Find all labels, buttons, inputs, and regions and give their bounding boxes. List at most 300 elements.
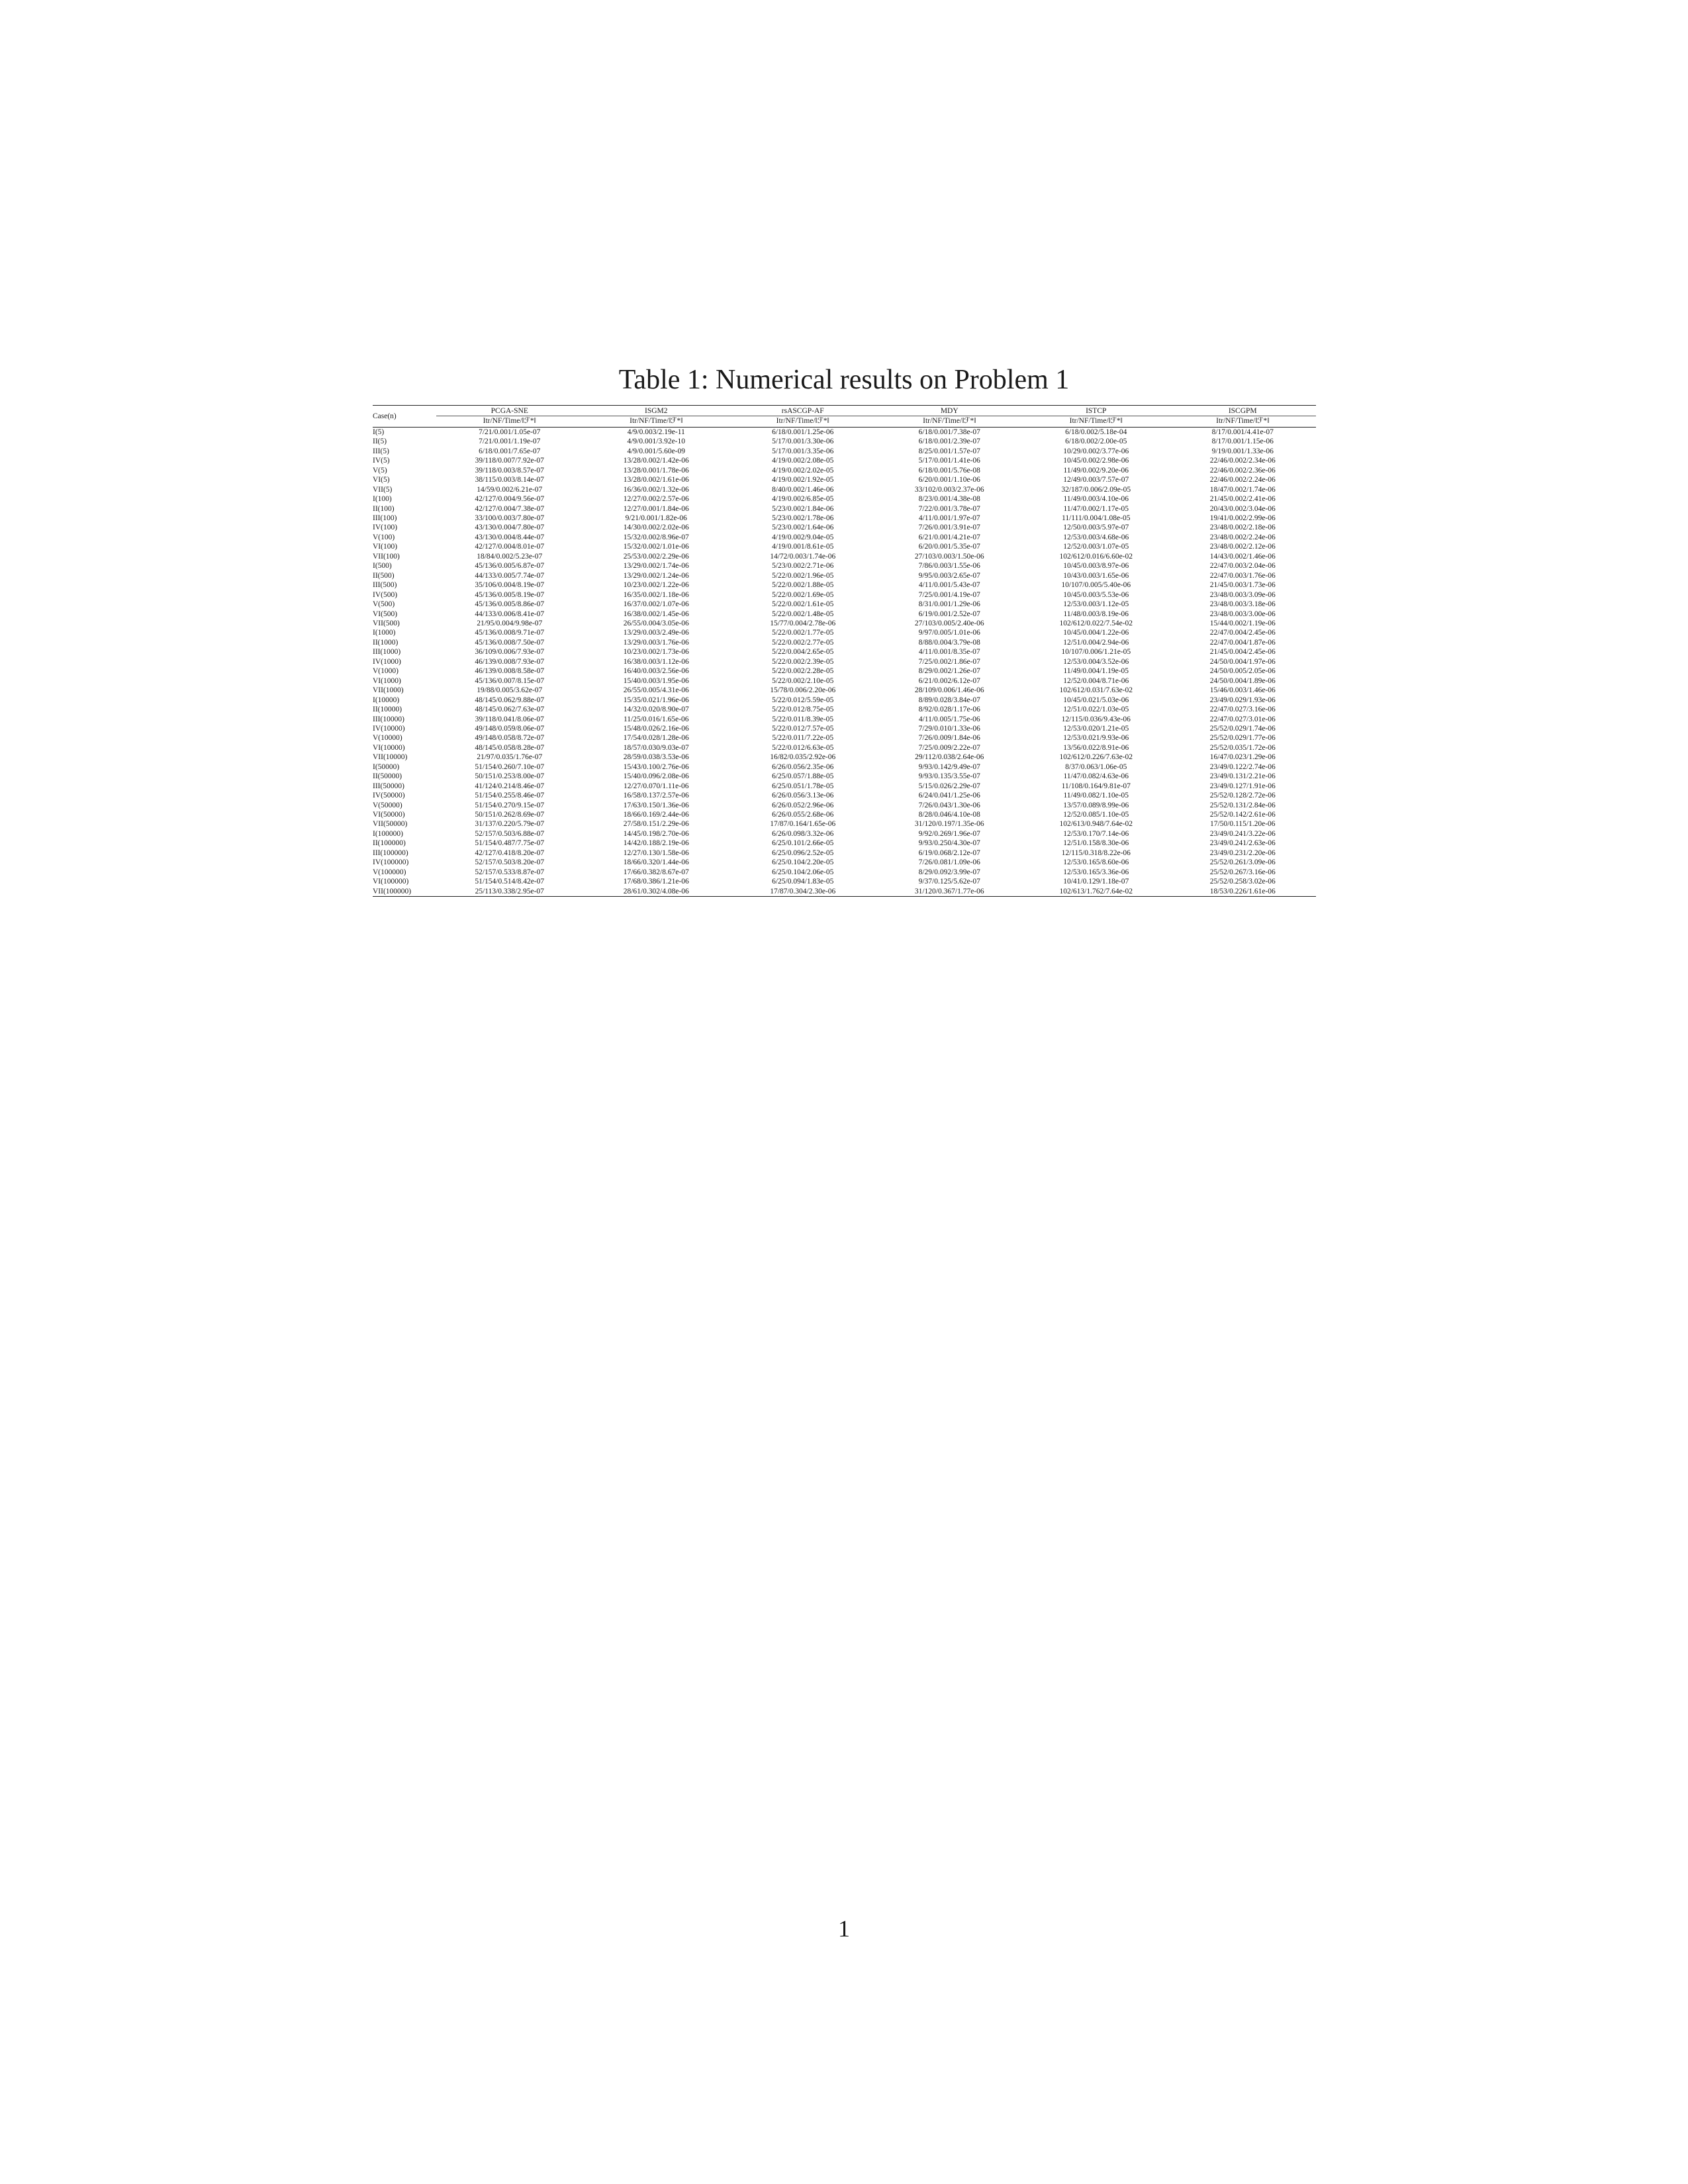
- result-cell: 9/21/0.001/1.82e-06: [625, 514, 687, 522]
- result-cell: 43/130/0.004/7.80e-07: [475, 523, 545, 532]
- result-cell: 10/107/0.006/1.21e-05: [1061, 648, 1131, 657]
- result-cell: 9/97/0.005/1.01e-06: [918, 629, 980, 637]
- result-cell: 4/11/0.005/1.75e-06: [918, 715, 980, 723]
- result-cell: 9/95/0.003/2.65e-07: [918, 571, 980, 580]
- result-cell: 12/53/0.020/1.21e-05: [1063, 724, 1129, 733]
- result-cell: 12/51/0.158/8.30e-06: [1063, 839, 1129, 848]
- result-cell: 17/63/0.150/1.36e-06: [623, 801, 689, 809]
- case-cell: I(5): [373, 428, 385, 436]
- result-cell: 5/23/0.002/1.78e-06: [772, 514, 834, 522]
- table-row: [373, 839, 1316, 848]
- result-cell: 23/48/0.003/3.00e-06: [1209, 610, 1276, 618]
- result-cell: 9/93/0.142/9.49e-07: [918, 762, 980, 771]
- case-cell: VII(500): [373, 619, 400, 627]
- case-cell: V(50000): [373, 801, 402, 809]
- result-cell: 25/52/0.029/1.77e-06: [1209, 734, 1276, 743]
- case-cell: III(500): [373, 581, 397, 590]
- result-cell: 50/151/0.262/8.69e-07: [475, 811, 545, 819]
- result-cell: 23/48/0.002/2.24e-06: [1209, 533, 1276, 541]
- result-cell: 102/613/0.948/7.64e-02: [1059, 820, 1133, 829]
- result-cell: 26/55/0.004/3.05e-06: [623, 619, 689, 627]
- result-cell: 11/25/0.016/1.65e-06: [623, 715, 689, 723]
- result-cell: 6/21/0.001/4.21e-07: [918, 533, 980, 541]
- table-row: [373, 628, 1316, 637]
- result-cell: 14/30/0.002/2.02e-06: [623, 523, 689, 532]
- result-cell: 51/154/0.514/8.42e-07: [475, 878, 545, 886]
- result-cell: 10/29/0.002/3.77e-06: [1063, 447, 1129, 455]
- method-header: MDY: [876, 406, 1023, 416]
- table-caption: Table 1: Numerical results on Problem 1: [618, 365, 1070, 395]
- result-cell: 6/25/0.101/2.66e-05: [772, 839, 834, 848]
- case-cell: III(10000): [373, 715, 404, 723]
- result-cell: 102/613/1.762/7.64e-02: [1023, 887, 1170, 897]
- result-cell: 25/52/0.261/3.09e-06: [1209, 858, 1276, 867]
- result-cell: 12/53/0.165/8.60e-06: [1063, 858, 1129, 867]
- table-row: [373, 819, 1316, 829]
- result-cell: 5/22/0.002/1.69e-05: [772, 590, 834, 599]
- result-cell: 8/17/0.001/1.15e-06: [1211, 437, 1274, 446]
- result-cell: 48/145/0.062/9.88e-07: [475, 696, 545, 704]
- result-cell: 5/22/0.012/6.63e-05: [772, 743, 834, 752]
- result-cell: 25/52/0.267/3.16e-06: [1209, 868, 1276, 876]
- result-cell: 8/89/0.028/3.84e-07: [918, 696, 980, 704]
- result-cell: 39/118/0.041/8.06e-07: [475, 715, 544, 723]
- case-cell: V(500): [373, 600, 395, 609]
- result-cell: 12/27/0.001/1.84e-06: [623, 504, 689, 513]
- result-cell: 15/40/0.003/1.95e-06: [623, 676, 689, 685]
- result-cell: 7/26/0.009/1.84e-06: [918, 734, 980, 743]
- table-row: [373, 619, 1316, 628]
- result-cell: 4/11/0.001/1.97e-07: [918, 514, 980, 522]
- table-row: [373, 580, 1316, 590]
- result-cell: 13/28/0.002/1.61e-06: [623, 476, 689, 484]
- result-cell: 12/27/0.070/1.11e-06: [623, 782, 689, 790]
- result-cell: 8/40/0.002/1.46e-06: [772, 485, 834, 494]
- result-cell: 11/47/0.082/4.63e-06: [1063, 772, 1129, 781]
- case-cell: II(5): [373, 437, 387, 446]
- result-cell: 14/43/0.002/1.46e-06: [1209, 552, 1276, 561]
- result-cell: 23/48/0.003/3.09e-06: [1209, 590, 1276, 599]
- table-row: [373, 752, 1316, 762]
- result-cell: 32/187/0.006/2.09e-05: [1061, 485, 1131, 494]
- case-cell: III(5): [373, 447, 389, 455]
- result-cell: 36/109/0.006/7.93e-07: [475, 648, 545, 657]
- result-cell: 6/18/0.001/7.38e-07: [918, 428, 980, 436]
- table-row: [373, 868, 1316, 877]
- case-cell: IV(5): [373, 457, 390, 465]
- result-cell: 8/37/0.063/1.06e-05: [1065, 762, 1127, 771]
- method-header: rsASCGP-AF: [729, 406, 876, 416]
- case-cell: I(1000): [373, 629, 396, 637]
- result-cell: 5/22/0.012/7.57e-05: [772, 724, 834, 733]
- method-header-row: [373, 406, 1316, 416]
- table-row: [373, 733, 1316, 743]
- result-cell: 14/32/0.020/8.90e-07: [623, 705, 689, 714]
- result-cell: 6/25/0.051/1.78e-05: [772, 782, 834, 790]
- result-cell: 25/52/0.128/2.72e-06: [1209, 792, 1276, 800]
- result-cell: 10/23/0.002/1.73e-06: [623, 648, 689, 657]
- result-cell: 20/43/0.002/3.04e-06: [1209, 504, 1276, 513]
- result-cell: 9/19/0.001/1.33e-06: [1211, 447, 1274, 455]
- result-cell: 15/46/0.003/1.46e-06: [1209, 686, 1276, 695]
- result-cell: 23/48/0.002/2.12e-06: [1209, 543, 1276, 551]
- result-cell: 9/93/0.250/4.30e-07: [918, 839, 980, 848]
- metric-subheader: Itr/NF/Time/‖ℱ*‖: [1170, 416, 1317, 427]
- result-cell: 51/154/0.260/7.10e-07: [475, 762, 545, 771]
- table-row: [373, 437, 1316, 446]
- result-cell: 5/22/0.002/1.88e-05: [772, 581, 834, 590]
- result-cell: 6/26/0.098/3.32e-06: [772, 829, 834, 838]
- result-cell: 8/92/0.028/1.17e-06: [918, 705, 980, 714]
- result-cell: 6/26/0.052/2.96e-06: [772, 801, 834, 809]
- table-row: [373, 610, 1316, 619]
- case-cell: V(1000): [373, 667, 399, 676]
- result-cell: 15/78/0.006/2.20e-06: [770, 686, 836, 695]
- result-cell: 5/22/0.002/1.61e-05: [772, 600, 834, 609]
- result-cell: 24/50/0.004/1.89e-06: [1209, 676, 1276, 685]
- result-cell: 52/157/0.533/8.87e-07: [475, 868, 545, 876]
- result-cell: 6/19/0.001/2.52e-07: [918, 610, 980, 618]
- result-cell: 22/47/0.004/1.87e-06: [1209, 638, 1276, 647]
- table-row: [373, 696, 1316, 705]
- result-cell: 13/56/0.022/8.91e-06: [1063, 743, 1129, 752]
- result-cell: 5/22/0.012/5.59e-05: [772, 696, 834, 704]
- result-cell: 52/157/0.503/6.88e-07: [475, 829, 545, 838]
- result-cell: 13/28/0.002/1.42e-06: [623, 457, 689, 465]
- metric-subheader: Itr/NF/Time/‖ℱ*‖: [1023, 416, 1170, 427]
- result-cell: 12/115/0.036/9.43e-06: [1061, 715, 1131, 723]
- result-cell: 8/23/0.001/4.38e-08: [918, 495, 980, 504]
- table-row: [373, 772, 1316, 781]
- result-cell: 5/22/0.012/8.75e-05: [772, 705, 834, 714]
- result-cell: 28/61/0.302/4.08e-06: [583, 887, 730, 897]
- result-cell: 17/68/0.386/1.21e-06: [623, 878, 689, 886]
- result-cell: 16/47/0.023/1.29e-06: [1209, 753, 1276, 762]
- result-cell: 11/49/0.082/1.10e-05: [1063, 792, 1129, 800]
- table-row: [373, 782, 1316, 791]
- case-cell: V(100): [373, 533, 395, 541]
- case-cell: I(500): [373, 562, 392, 570]
- result-cell: 16/58/0.137/2.57e-06: [623, 792, 689, 800]
- result-cell: 13/29/0.003/2.49e-06: [623, 629, 689, 637]
- result-cell: 26/55/0.005/4.31e-06: [623, 686, 689, 695]
- result-cell: 10/43/0.003/1.65e-06: [1063, 571, 1129, 580]
- result-cell: 5/22/0.002/1.77e-05: [772, 629, 834, 637]
- result-cell: 22/47/0.003/2.04e-06: [1209, 562, 1276, 570]
- case-cell: III(100): [373, 514, 397, 522]
- result-cell: 12/53/0.170/7.14e-06: [1063, 829, 1129, 838]
- result-cell: 11/49/0.004/1.19e-05: [1063, 667, 1129, 676]
- result-cell: 45/136/0.008/7.50e-07: [475, 638, 545, 647]
- table-row: [373, 475, 1316, 484]
- case-cell: IV(50000): [373, 792, 405, 800]
- metric-subheader: Itr/NF/Time/‖ℱ*‖: [876, 416, 1023, 427]
- result-cell: 12/53/0.165/3.36e-06: [1063, 868, 1129, 876]
- result-cell: 9/92/0.269/1.96e-07: [918, 829, 980, 838]
- result-cell: 14/42/0.188/2.19e-06: [623, 839, 689, 848]
- case-header: Case(n): [373, 406, 436, 428]
- case-cell: VI(100): [373, 543, 398, 551]
- result-cell: 49/148/0.058/8.72e-07: [475, 734, 545, 743]
- result-cell: 4/19/0.002/2.08e-05: [772, 457, 834, 465]
- table-row: [373, 724, 1316, 733]
- result-cell: 16/40/0.003/2.56e-06: [623, 667, 689, 676]
- result-cell: 6/18/0.001/7.65e-07: [479, 447, 541, 455]
- case-cell: V(100000): [373, 868, 406, 876]
- case-cell: IV(10000): [373, 724, 405, 733]
- result-cell: 8/29/0.092/3.99e-07: [918, 868, 980, 876]
- result-cell: 6/26/0.056/3.13e-06: [772, 792, 834, 800]
- result-cell: 7/22/0.001/3.78e-07: [918, 504, 980, 513]
- result-cell: 4/9/0.001/5.60e-09: [627, 447, 686, 455]
- result-cell: 45/136/0.005/8.86e-07: [475, 600, 545, 609]
- result-cell: 6/25/0.057/1.88e-05: [772, 772, 834, 781]
- result-cell: 18/53/0.226/1.61e-06: [1170, 887, 1317, 897]
- case-cell: II(100000): [373, 839, 406, 848]
- result-cell: 17/87/0.304/2.30e-06: [729, 887, 876, 897]
- result-cell: 9/37/0.125/5.62e-07: [918, 878, 980, 886]
- table-row: [373, 561, 1316, 570]
- result-cell: 51/154/0.270/9.15e-07: [475, 801, 545, 809]
- result-cell: 51/154/0.487/7.75e-07: [475, 839, 545, 848]
- table-row: [373, 686, 1316, 695]
- result-cell: 6/19/0.068/2.12e-07: [918, 848, 980, 857]
- result-cell: 10/107/0.005/5.40e-06: [1061, 581, 1131, 590]
- case-cell: IV(100000): [373, 858, 409, 867]
- table-row: [373, 858, 1316, 867]
- result-cell: 42/127/0.004/8.01e-07: [475, 543, 545, 551]
- result-cell: 17/50/0.115/1.20e-06: [1209, 820, 1276, 829]
- result-cell: 5/22/0.002/2.39e-05: [772, 657, 834, 666]
- result-cell: 22/47/0.027/3.01e-06: [1209, 715, 1276, 723]
- case-cell: I(100000): [373, 829, 403, 838]
- result-cell: 21/45/0.003/1.73e-06: [1209, 581, 1276, 590]
- result-cell: 5/23/0.002/1.64e-06: [772, 523, 834, 532]
- result-cell: 49/148/0.059/8.06e-07: [475, 724, 545, 733]
- result-cell: 24/50/0.004/1.97e-06: [1209, 657, 1276, 666]
- result-cell: 10/23/0.002/1.22e-06: [623, 581, 689, 590]
- result-cell: 25/52/0.131/2.84e-06: [1209, 801, 1276, 809]
- table-row: [373, 456, 1316, 465]
- result-cell: 5/17/0.001/1.41e-06: [918, 457, 980, 465]
- result-cell: 15/48/0.026/2.16e-06: [623, 724, 689, 733]
- result-cell: 46/139/0.008/7.93e-07: [475, 657, 545, 666]
- case-cell: II(10000): [373, 705, 402, 714]
- case-cell: III(50000): [373, 782, 404, 790]
- result-cell: 4/11/0.001/5.43e-07: [918, 581, 980, 590]
- result-cell: 27/103/0.005/2.40e-06: [914, 619, 984, 627]
- result-cell: 21/45/0.004/2.45e-06: [1209, 648, 1276, 657]
- result-cell: 42/127/0.418/8.20e-07: [475, 848, 545, 857]
- result-cell: 15/35/0.021/1.96e-06: [623, 696, 689, 704]
- result-cell: 12/49/0.003/7.57e-07: [1063, 476, 1129, 484]
- result-cell: 16/37/0.002/1.07e-06: [623, 600, 689, 609]
- result-cell: 6/18/0.002/2.00e-05: [1065, 437, 1127, 446]
- result-cell: 31/137/0.220/5.79e-07: [475, 820, 545, 829]
- result-cell: 25/53/0.002/2.29e-06: [623, 552, 689, 561]
- table-row: [373, 705, 1316, 714]
- result-cell: 12/53/0.003/1.12e-05: [1063, 600, 1129, 609]
- result-cell: 7/26/0.043/1.30e-06: [918, 801, 980, 809]
- result-cell: 46/139/0.008/8.58e-07: [475, 667, 545, 676]
- result-cell: 8/25/0.001/1.57e-07: [918, 447, 980, 455]
- case-cell: I(100): [373, 495, 392, 504]
- result-cell: 39/118/0.007/7.92e-07: [475, 457, 544, 465]
- result-cell: 33/100/0.003/7.80e-07: [475, 514, 545, 522]
- case-cell: II(1000): [373, 638, 399, 647]
- case-cell: IV(500): [373, 590, 398, 599]
- result-cell: 22/46/0.002/2.36e-06: [1209, 466, 1276, 475]
- metric-subheader: Itr/NF/Time/‖ℱ*‖: [583, 416, 730, 427]
- table-row: [373, 715, 1316, 724]
- result-cell: 9/93/0.135/3.55e-07: [918, 772, 980, 781]
- table-row: [373, 791, 1316, 800]
- result-cell: 45/136/0.007/8.15e-07: [475, 676, 545, 685]
- method-header: ISTCP: [1023, 406, 1170, 416]
- result-cell: 5/22/0.002/1.48e-05: [772, 610, 834, 618]
- result-cell: 12/50/0.003/5.97e-07: [1063, 523, 1129, 532]
- result-cell: 5/22/0.002/2.10e-05: [772, 676, 834, 685]
- case-cell: VII(1000): [373, 686, 404, 695]
- result-cell: 18/84/0.002/5.23e-07: [477, 552, 543, 561]
- result-cell: 23/49/0.127/1.91e-06: [1209, 782, 1276, 790]
- result-cell: 12/52/0.004/8.71e-06: [1063, 676, 1129, 685]
- result-cell: 17/66/0.382/8.67e-07: [623, 868, 689, 876]
- results-table: [373, 405, 1316, 897]
- result-cell: 12/27/0.130/1.58e-06: [623, 848, 689, 857]
- result-cell: 24/50/0.005/2.05e-06: [1209, 667, 1276, 676]
- result-cell: 12/53/0.021/9.93e-06: [1063, 734, 1129, 743]
- case-cell: VI(5): [373, 476, 390, 484]
- table-row: [373, 887, 1316, 897]
- result-cell: 13/28/0.001/1.78e-06: [623, 466, 689, 475]
- result-cell: 48/145/0.058/8.28e-07: [475, 743, 545, 752]
- result-cell: 21/97/0.035/1.76e-07: [477, 753, 543, 762]
- case-cell: V(10000): [373, 734, 402, 743]
- result-cell: 5/23/0.002/2.71e-06: [772, 562, 834, 570]
- result-cell: 27/58/0.151/2.29e-06: [623, 820, 689, 829]
- result-cell: 6/25/0.094/1.83e-05: [772, 878, 834, 886]
- result-cell: 13/29/0.002/1.24e-06: [623, 571, 689, 580]
- subheader-row: [373, 416, 1316, 427]
- table-row: [373, 647, 1316, 657]
- result-cell: 23/49/0.029/1.93e-06: [1209, 696, 1276, 704]
- result-cell: 50/151/0.253/8.00e-07: [475, 772, 545, 781]
- result-cell: 4/9/0.001/3.92e-10: [627, 437, 686, 446]
- result-cell: 4/19/0.002/1.92e-05: [772, 476, 834, 484]
- case-cell: VII(5): [373, 485, 393, 494]
- result-cell: 25/52/0.029/1.74e-06: [1209, 724, 1276, 733]
- case-cell: III(100000): [373, 848, 408, 857]
- result-cell: 48/145/0.062/7.63e-07: [475, 705, 545, 714]
- result-cell: 14/45/0.198/2.70e-06: [623, 829, 689, 838]
- result-cell: 13/57/0.089/8.99e-06: [1063, 801, 1129, 809]
- result-cell: 5/22/0.004/2.65e-05: [772, 648, 834, 657]
- result-cell: 8/88/0.004/3.79e-08: [918, 638, 980, 647]
- result-cell: 10/45/0.004/1.22e-06: [1063, 629, 1129, 637]
- result-cell: 18/47/0.002/1.74e-06: [1209, 485, 1276, 494]
- result-cell: 27/103/0.003/1.50e-06: [914, 552, 984, 561]
- case-cell: II(500): [373, 571, 395, 580]
- result-cell: 15/44/0.002/1.19e-06: [1209, 619, 1276, 627]
- case-cell: VII(100): [373, 552, 400, 561]
- result-cell: 28/109/0.006/1.46e-06: [914, 686, 984, 695]
- result-cell: 13/29/0.003/1.76e-06: [623, 638, 689, 647]
- metric-subheader: Itr/NF/Time/‖ℱ*‖: [436, 416, 583, 427]
- table-row: [373, 552, 1316, 561]
- result-cell: 6/20/0.001/5.35e-07: [918, 543, 980, 551]
- result-cell: 5/15/0.026/2.29e-07: [918, 782, 980, 790]
- table-row: [373, 590, 1316, 600]
- result-cell: 25/52/0.035/1.72e-06: [1209, 743, 1276, 752]
- result-cell: 8/17/0.001/4.41e-07: [1211, 428, 1274, 436]
- result-cell: 29/112/0.038/2.64e-06: [915, 753, 984, 762]
- result-cell: 10/45/0.002/2.98e-06: [1063, 457, 1129, 465]
- result-cell: 11/108/0.164/9.81e-07: [1061, 782, 1131, 790]
- result-cell: 5/22/0.002/2.28e-05: [772, 667, 834, 676]
- case-cell: VI(1000): [373, 676, 401, 685]
- result-cell: 19/88/0.005/3.62e-07: [477, 686, 543, 695]
- result-cell: 4/19/0.001/8.61e-05: [772, 543, 834, 551]
- result-cell: 102/612/0.022/7.54e-02: [1059, 619, 1133, 627]
- result-cell: 33/102/0.003/2.37e-06: [914, 485, 984, 494]
- result-cell: 45/136/0.005/6.87e-07: [475, 562, 545, 570]
- case-cell: IV(100): [373, 523, 398, 532]
- result-cell: 42/127/0.004/7.38e-07: [475, 504, 545, 513]
- table-row: [373, 810, 1316, 819]
- result-cell: 15/43/0.100/2.76e-06: [623, 762, 689, 771]
- method-header: ISCGPM: [1170, 406, 1317, 416]
- result-cell: 13/29/0.002/1.74e-06: [623, 562, 689, 570]
- result-cell: 23/49/0.241/2.63e-06: [1209, 839, 1276, 848]
- result-cell: 5/17/0.001/3.35e-06: [772, 447, 834, 455]
- result-cell: 8/28/0.046/4.10e-08: [918, 811, 980, 819]
- result-cell: 12/51/0.004/2.94e-06: [1063, 638, 1129, 647]
- result-cell: 43/130/0.004/8.44e-07: [475, 533, 545, 541]
- result-cell: 7/21/0.001/1.05e-07: [479, 428, 541, 436]
- metric-subheader: Itr/NF/Time/‖ℱ*‖: [729, 416, 876, 427]
- case-cell: VII(100000): [373, 887, 436, 897]
- result-cell: 22/47/0.003/1.76e-06: [1209, 571, 1276, 580]
- result-cell: 21/95/0.004/9.98e-07: [477, 619, 543, 627]
- result-cell: 6/24/0.041/1.25e-06: [918, 792, 980, 800]
- result-cell: 14/59/0.002/6.21e-07: [477, 485, 543, 494]
- result-cell: 18/66/0.320/1.44e-06: [623, 858, 689, 867]
- result-cell: 4/19/0.002/2.02e-05: [772, 466, 834, 475]
- result-cell: 4/9/0.003/2.19e-11: [627, 428, 685, 436]
- result-cell: 23/49/0.131/2.21e-06: [1209, 772, 1276, 781]
- result-cell: 6/18/0.001/5.76e-08: [918, 466, 980, 475]
- result-cell: 11/111/0.004/1.08e-05: [1062, 514, 1131, 522]
- result-cell: 5/23/0.002/1.84e-06: [772, 504, 834, 513]
- result-cell: 23/49/0.231/2.20e-06: [1209, 848, 1276, 857]
- result-cell: 7/29/0.010/1.33e-06: [918, 724, 980, 733]
- result-cell: 25/113/0.338/2.95e-07: [436, 887, 583, 897]
- table-row: [373, 829, 1316, 839]
- table-row: [373, 494, 1316, 504]
- result-cell: 12/51/0.022/1.03e-05: [1063, 705, 1129, 714]
- table-row: [373, 743, 1316, 752]
- result-cell: 14/72/0.003/1.74e-06: [770, 552, 836, 561]
- result-cell: 22/47/0.004/2.45e-06: [1209, 629, 1276, 637]
- result-cell: 16/35/0.002/1.18e-06: [623, 590, 689, 599]
- result-cell: 12/115/0.318/8.22e-06: [1061, 848, 1131, 857]
- result-cell: 25/52/0.142/2.61e-06: [1209, 811, 1276, 819]
- result-cell: 102/612/0.031/7.63e-02: [1059, 686, 1133, 695]
- table-row: [373, 600, 1316, 609]
- result-cell: 21/45/0.002/2.41e-06: [1209, 495, 1276, 504]
- result-cell: 5/22/0.002/2.77e-05: [772, 638, 834, 647]
